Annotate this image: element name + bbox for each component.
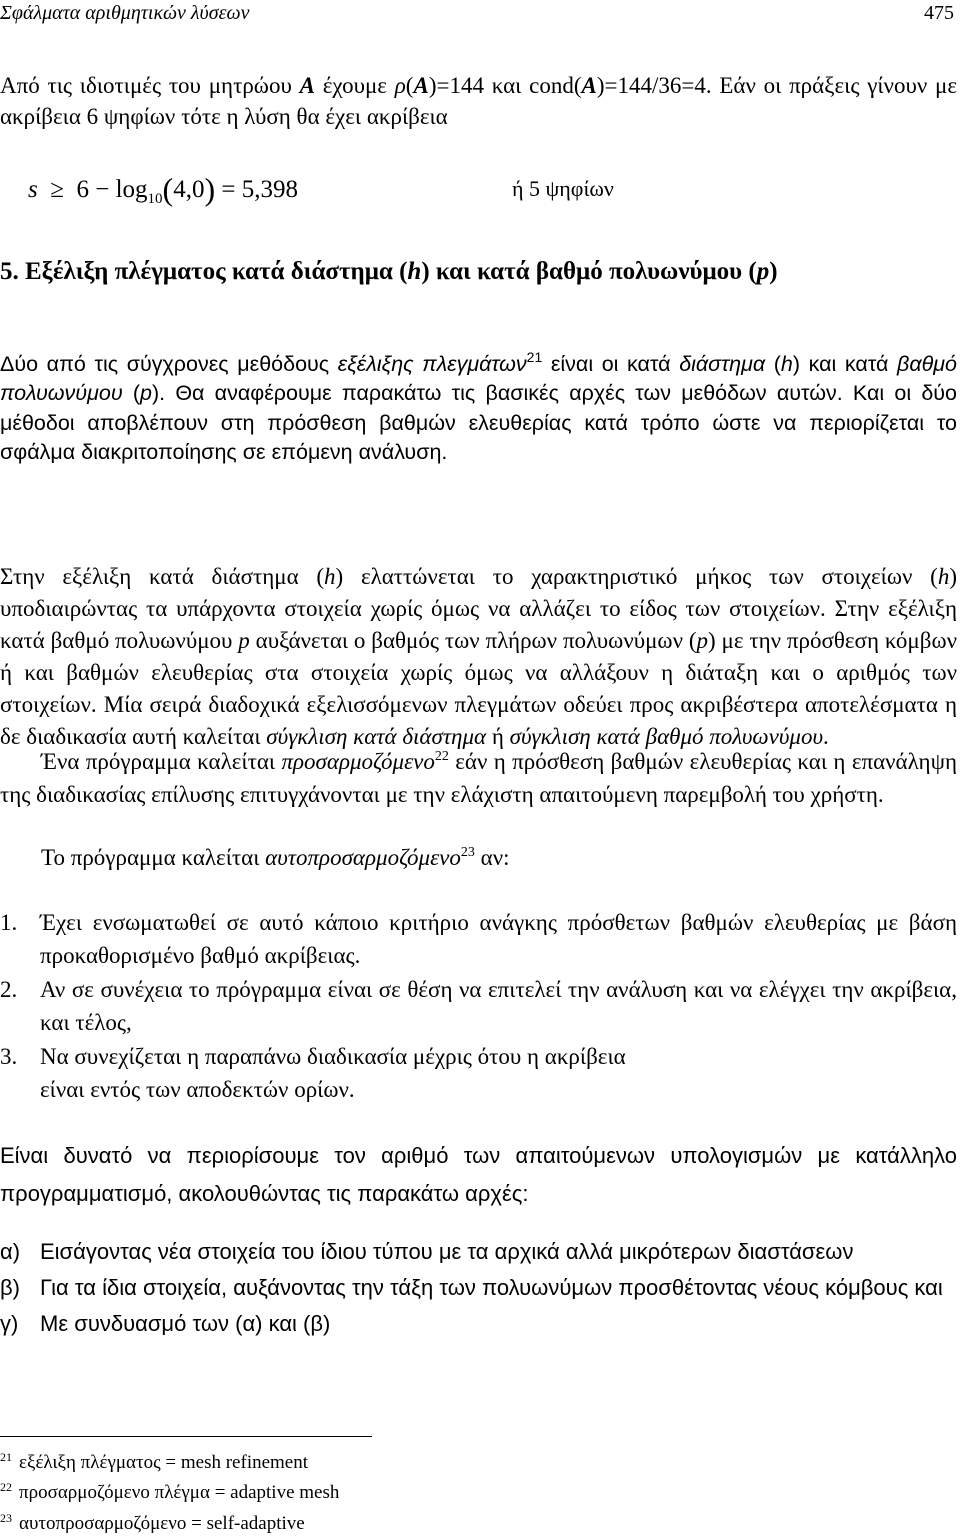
- footnote-22: $^{22}$ προσαρμοζόμενο πλέγμα = adaptive mesh: [0, 1480, 340, 1503]
- page-header: [0, 2, 960, 28]
- list-item: α) Εισάγοντας νέα στοιχεία του ίδιου τύπου με τα αρχικά αλλά μικρότερων διαστάσεων: [0, 1239, 854, 1264]
- footnote-23: $^{23}$ αυτοπροσαρμοζόμενο = self-adaptive: [0, 1511, 305, 1534]
- criteria-list: [0, 906, 957, 1107]
- footnote-21: $^{21}$ εξέλιξη πλέγματος = mesh refinement: [0, 1450, 309, 1473]
- list-item: γ) Με συνδυασμό των (α) και (β): [0, 1311, 331, 1336]
- list-item: 2. Αν σε συνέχεια το πρόγραμμα είναι σε θέση να επιτελεί την ανάλυση και να ελέγχει την ακρίβεια, και τέλος,: [0, 977, 957, 1035]
- section-heading: 5. Εξέλιξη πλέγματος κατά διάστημα (h) και κατά βαθμό πολυωνύμου (p): [0, 258, 778, 285]
- footnote-ref-22: 22: [434, 749, 449, 764]
- intro-paragraph: Από τις ιδιοτιμές του μητρώου A έχουμε ρ(A)=144 και cond(A)=144/36=4. Εάν οι πράξεις γίνουν με ακρίβεια 6 ψηφίων τότε η λύση θα έχει ακρίβεια: [0, 73, 957, 129]
- principles-list: [0, 1235, 957, 1343]
- precision-equation: $s \ge 6 - \log_{10}(4,0) = 5,398$ ή 5 ψηφίων: [28, 171, 614, 207]
- list-item: β) Για τα ίδια στοιχεία, αυξάνοντας την τάξη των πολυωνύμων προσθέτοντας νέους κόμβους και: [0, 1275, 943, 1300]
- footnote-ref-21: 21: [526, 349, 543, 365]
- paragraph-self-adaptive: Το πρόγραμμα καλείται αυτοπροσαρμοζόμενο$^{23}$ αν:: [41, 845, 510, 870]
- paragraph-refinement: Στην εξέλιξη κατά διάστημα (h) ελαττώνεται το χαρακτηριστικό μήκος των στοιχείων (h) υποδιαιρώντας τα υπάρχοντα στοιχεία χωρίς όμως να αλλάζει το είδος των στοιχείων. Στην εξέλιξη κατά βαθμό πολυωνύμου p αυξάνεται ο βαθμός των πλήρων πολυωνύμων (p) με την πρόσθεση κόμβων ή και βαθμών ελευθερίας στα στοιχεία χωρίς όμως να αλλάξουν η διάταξη και ο αριθμός των στοιχείων. Μία σειρά διαδοχικά εξελισσόμενων πλεγμάτων οδεύει προς ακριβέστερα αποτελέσματα η δε διαδικασία αυτή καλείται σύγκλιση κατά διάστημα ή σύγκλιση κατά βαθμό πολυωνύμου.: [0, 564, 957, 749]
- list-item: 1. Έχει ενσωματωθεί σε αυτό κάποιο κριτήριο ανάγκης πρόσθετων βαθμών ελευθερίας με βάση προκαθορισμένο βαθμό ακρίβειας.: [0, 910, 957, 968]
- list-item: 3. Να συνεχίζεται η παραπάνω διαδικασία μέχρις ότου η ακρίβεια είναι εντός των αποδεκτών ορίων.: [0, 1044, 626, 1102]
- paragraph-principles: Είναι δυνατό να περιορίσουμε τον αριθμό των απαιτούμενων υπολογισμών με κατάλληλο προγραμματισμό, ακολουθώντας τις παρακάτω αρχές:: [0, 1143, 957, 1206]
- paragraph-methods: Δύο από τις σύγχρονες μεθόδους εξέλιξης πλεγμάτων$^{21}$ είναι οι κατά διάστημα (h) και κατά βαθμό πολυωνύμου (p). Θα αναφέρουμε παρακάτω τις βασικές αρχές των μεθόδων αυτών. Και οι δύο μέθοδοι αποβλέπουν στη πρόσθεση βαθμών ελευθερίας κατά τρόπο ώστε να περιορίζεται το σφάλμα διακριτοποίησης σε επόμενη ανάλυση.: [0, 349, 958, 465]
- running-title: Σφάλματα αριθμητικών λύσεων: [0, 2, 250, 24]
- page-number: 475: [924, 2, 954, 24]
- footnote-separator: [0, 1436, 372, 1437]
- paragraph-adaptive: Ένα πρόγραμμα καλείται προσαρμοζόμενο$^{22}$ εάν η πρόσθεση βαθμών ελευθερίας και η επανάληψη της διαδικασίας επίλυσης επιτυγχάνονται με την ελάχιστη απαιτούμενη παρεμβολή του χρήστη.: [0, 749, 957, 807]
- digits-note: ή 5 ψηφίων: [512, 176, 614, 201]
- footnote-ref-23: 23: [460, 845, 475, 860]
